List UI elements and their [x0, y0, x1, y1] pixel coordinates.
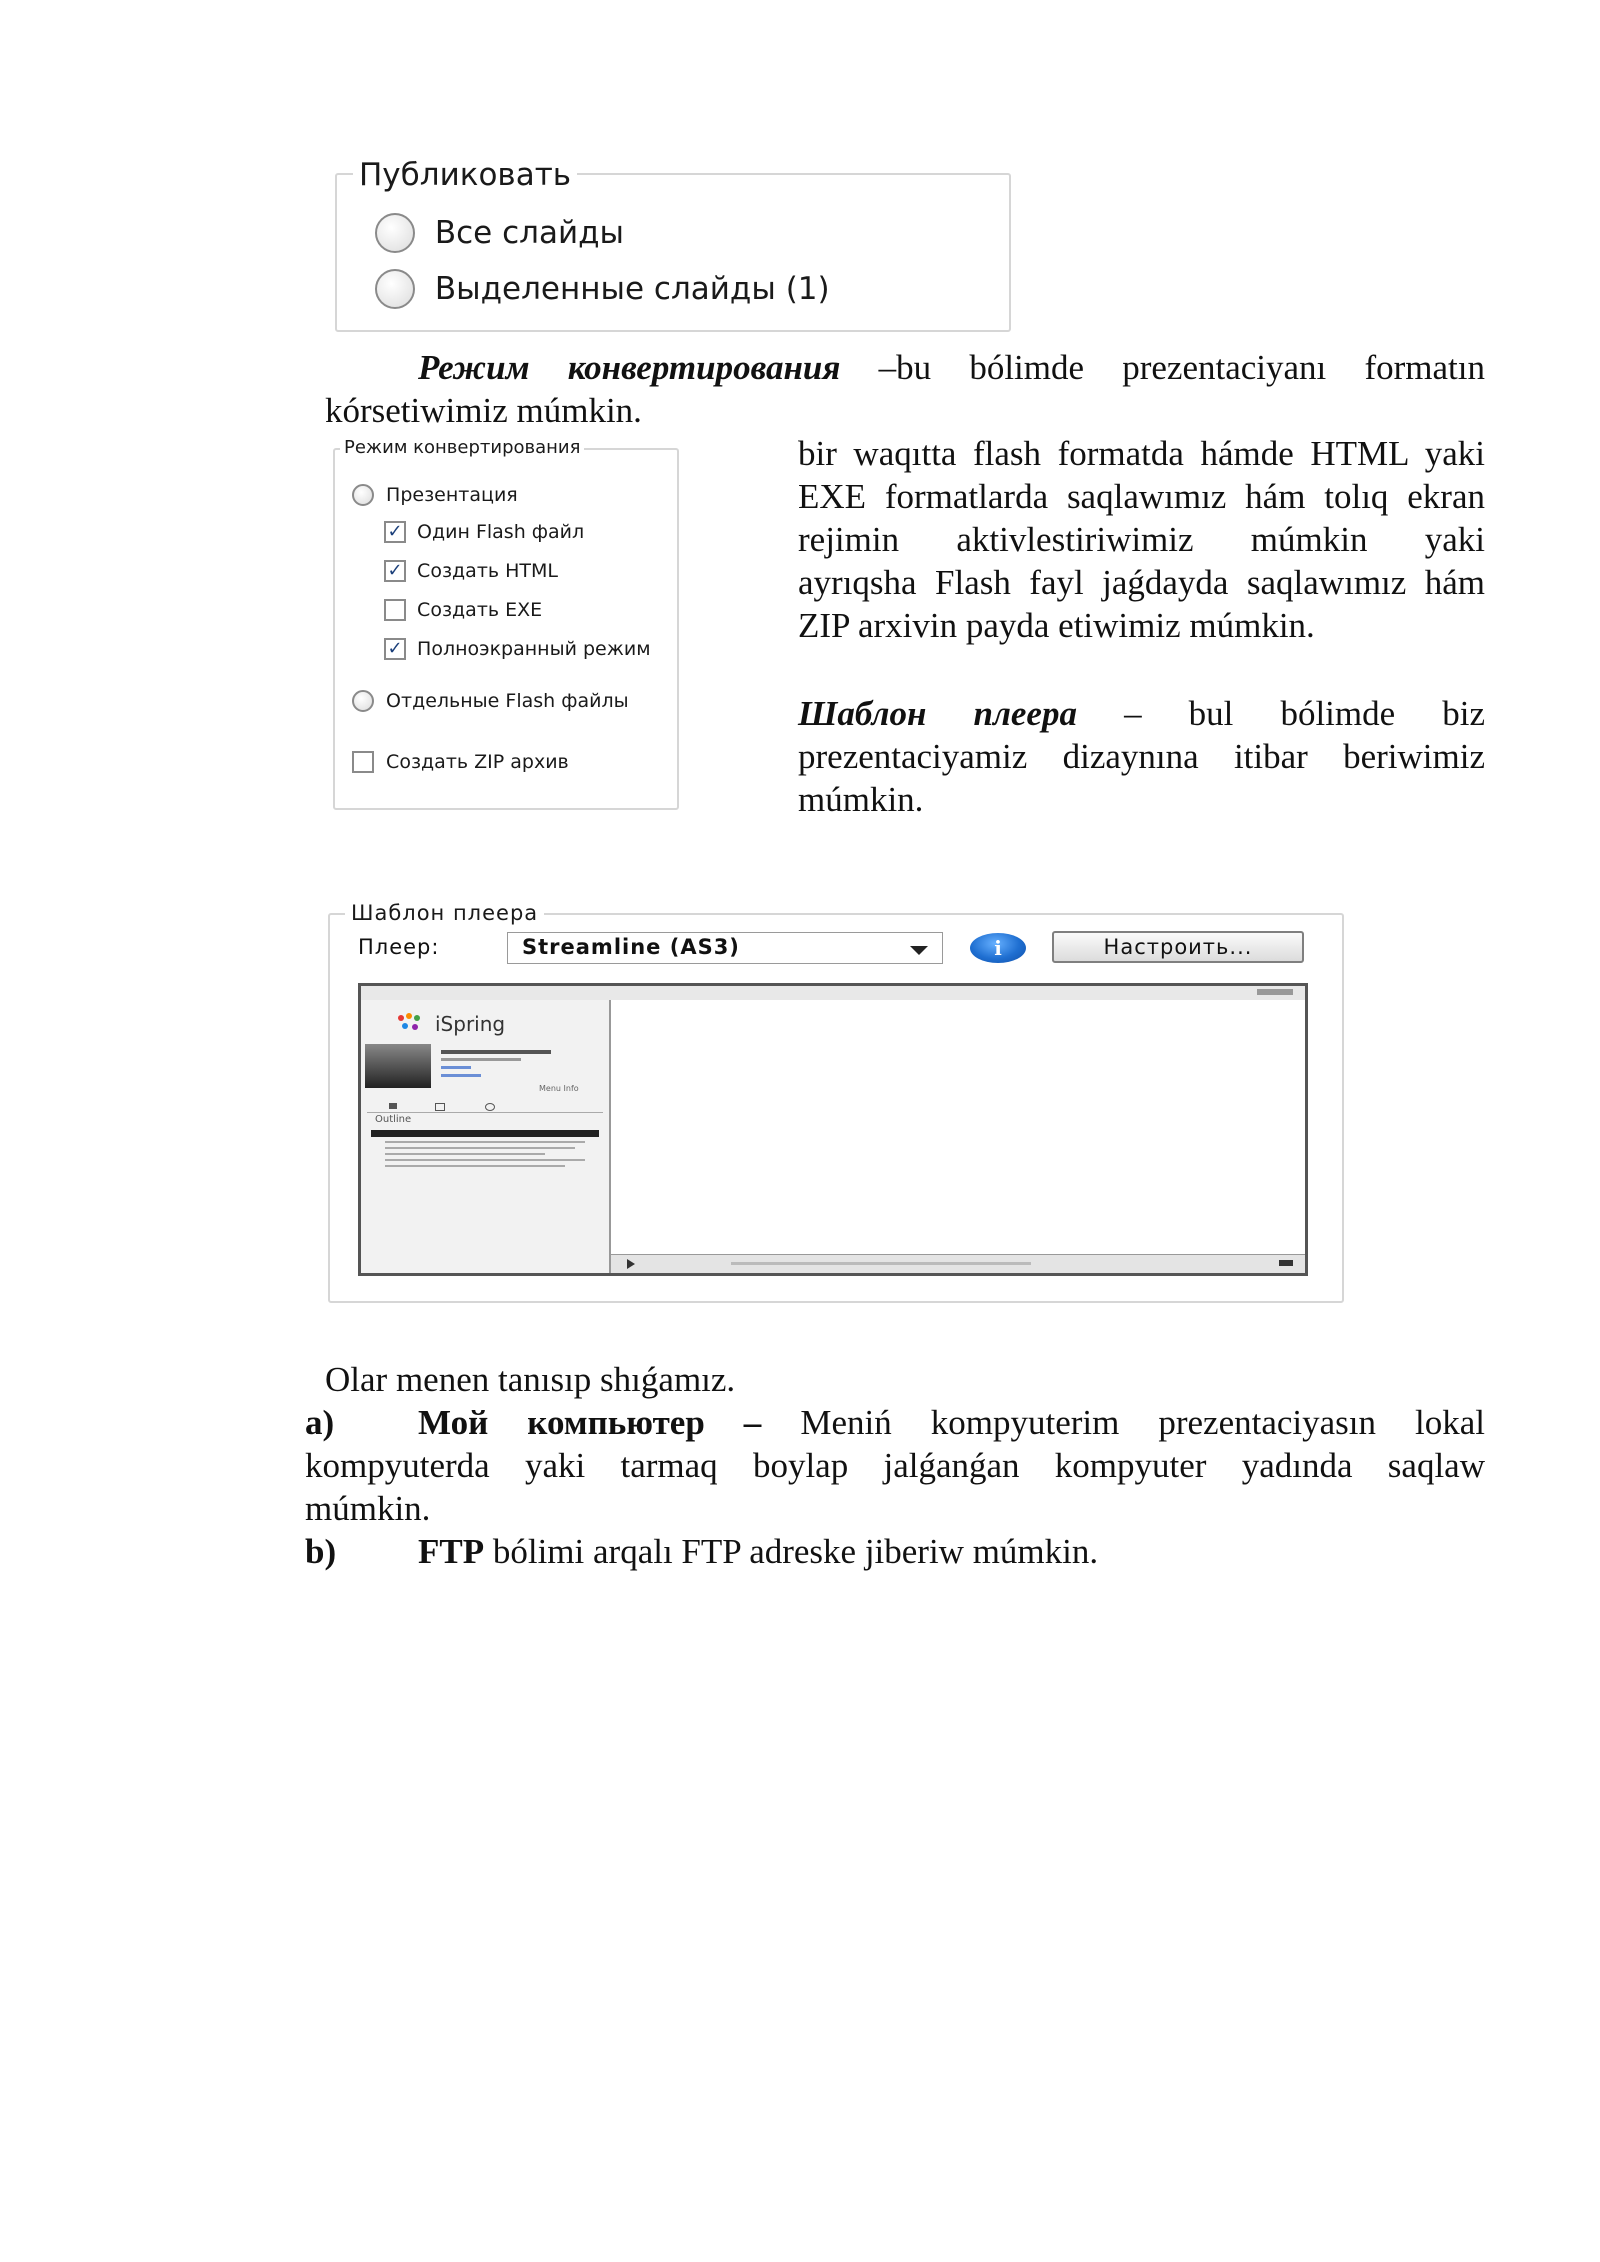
item-a-line1-rest: Meniń kompyuterim prezentaciyasın lokal	[800, 1403, 1486, 1442]
radio-selected-slides[interactable]	[375, 269, 830, 309]
radio-unselected-icon[interactable]	[375, 269, 415, 309]
term-my-computer: Мой компьютер –	[418, 1403, 762, 1442]
play-icon	[627, 1259, 635, 1269]
checkbox-create-zip-label: Создать ZIP архив	[386, 750, 569, 773]
paragraph-formats-line1: bir waqıtta flash formatda hámde HTML yaki	[798, 434, 1485, 473]
radio-separate-flash[interactable]	[352, 689, 629, 712]
paragraph-formats-line5: ZIP arxivin payda etiwimiz múmkin.	[798, 606, 1315, 645]
chevron-down-icon[interactable]	[910, 946, 928, 955]
ispring-logo-icon	[395, 1012, 425, 1034]
paragraph-conversion-mode	[325, 346, 1485, 389]
paragraph-formats-line2: EXE formatlarda saqlawımız hám tolıq ekran	[798, 477, 1485, 516]
preview-window-controls	[1257, 989, 1293, 995]
presenter-info-lines	[441, 1050, 551, 1077]
preview-tabs	[367, 1100, 603, 1113]
preview-slide-area	[611, 1000, 1305, 1255]
paragraph-conversion-mode-rest: –bu bólimde prezentaciyanı formatın	[878, 348, 1485, 387]
preview-outline-label: Outline	[375, 1114, 412, 1125]
checkbox-create-zip[interactable]	[352, 750, 569, 773]
paragraph-player-template-line2: prezentaciyamiz dizaynına itibar beriwimiz	[798, 737, 1485, 776]
paragraph-player-template-line3: múmkin.	[798, 780, 924, 819]
radio-separate-flash-label: Отдельные Flash файлы	[386, 689, 629, 712]
item-a-line2: kompyuterda yaki tarmaq boylap jalǵanǵan kompyuter yadında saqlaw	[305, 1446, 1485, 1485]
publish-groupbox-title: Публиковать	[353, 156, 577, 194]
player-dropdown[interactable]	[507, 932, 943, 964]
preview-outline-list	[371, 1130, 599, 1171]
checkbox-fullscreen-label: Полноэкранный режим	[417, 637, 651, 660]
preview-titlebar	[361, 986, 1305, 1001]
preview-menu-links: Menu Info	[539, 1084, 579, 1093]
checkbox-checked-icon[interactable]: ✓	[384, 638, 406, 660]
paragraph-intro: Olar menen tanısıp shıǵamız.	[325, 1360, 736, 1399]
radio-selected-icon[interactable]	[375, 213, 415, 253]
preview-sidebar	[361, 1000, 611, 1273]
checkbox-create-html[interactable]	[384, 559, 558, 582]
checkbox-unchecked-icon[interactable]	[384, 599, 406, 621]
preview-playback-bar	[611, 1254, 1305, 1273]
item-b-rest: bólimi arqalı FTP adreske jiberiw múmkin.	[484, 1532, 1099, 1571]
checkbox-unchecked-icon[interactable]	[352, 751, 374, 773]
item-a-marker: a)	[305, 1403, 335, 1442]
configure-button[interactable]: Настроить...	[1052, 931, 1304, 963]
player-label: Плеер:	[358, 935, 440, 959]
checkbox-checked-icon[interactable]: ✓	[384, 560, 406, 582]
radio-all-slides-label: Все слайды	[434, 215, 625, 251]
paragraph-player-template	[798, 692, 1485, 735]
player-dropdown-value: Streamline (AS3)	[522, 935, 740, 959]
checkbox-single-flash-label: Один Flash файл	[417, 520, 585, 543]
checkbox-single-flash[interactable]	[384, 520, 584, 543]
paragraph-formats-line4: ayrıqsha Flash fayl jaǵdayda saqlawımız hám	[798, 563, 1485, 602]
radio-presentation[interactable]	[352, 483, 518, 506]
checkbox-checked-icon[interactable]: ✓	[384, 521, 406, 543]
radio-selected-icon[interactable]	[352, 484, 374, 506]
item-b-line	[418, 1530, 1485, 1573]
player-preview	[358, 983, 1308, 1276]
info-icon[interactable]: i	[970, 933, 1026, 963]
checkbox-create-exe[interactable]	[384, 598, 542, 621]
radio-all-slides[interactable]	[375, 213, 624, 253]
term-ftp: FTP	[418, 1532, 485, 1571]
checkbox-create-html-label: Создать HTML	[417, 559, 558, 582]
paragraph-player-template-rest: – bul bólimde biz	[1124, 694, 1485, 733]
checkbox-create-exe-label: Создать EXE	[417, 598, 543, 621]
term-conversion-mode: Режим конвертирования	[418, 348, 841, 387]
paragraph-conversion-mode-line2: kórsetiwimiz múmkin.	[325, 391, 642, 430]
item-b-marker: b)	[305, 1532, 337, 1571]
term-player-template: Шаблон плеера	[798, 694, 1077, 733]
convert-mode-groupbox-title: Режим конвертирования	[340, 436, 584, 460]
preview-logo-text: iSpring	[435, 1012, 506, 1036]
radio-presentation-label: Презентация	[386, 483, 518, 506]
player-template-groupbox-title: Шаблон плеера	[345, 900, 544, 926]
presenter-photo	[365, 1044, 431, 1088]
item-a-line3: múmkin.	[305, 1489, 431, 1528]
checkbox-fullscreen[interactable]	[384, 637, 651, 660]
radio-selected-slides-label: Выделенные слайды (1)	[434, 271, 830, 307]
item-a-line1	[418, 1401, 1485, 1444]
paragraph-formats-line3: rejimin aktivlestiriwimiz múmkin yaki	[798, 520, 1485, 559]
radio-unselected-icon[interactable]	[352, 690, 374, 712]
